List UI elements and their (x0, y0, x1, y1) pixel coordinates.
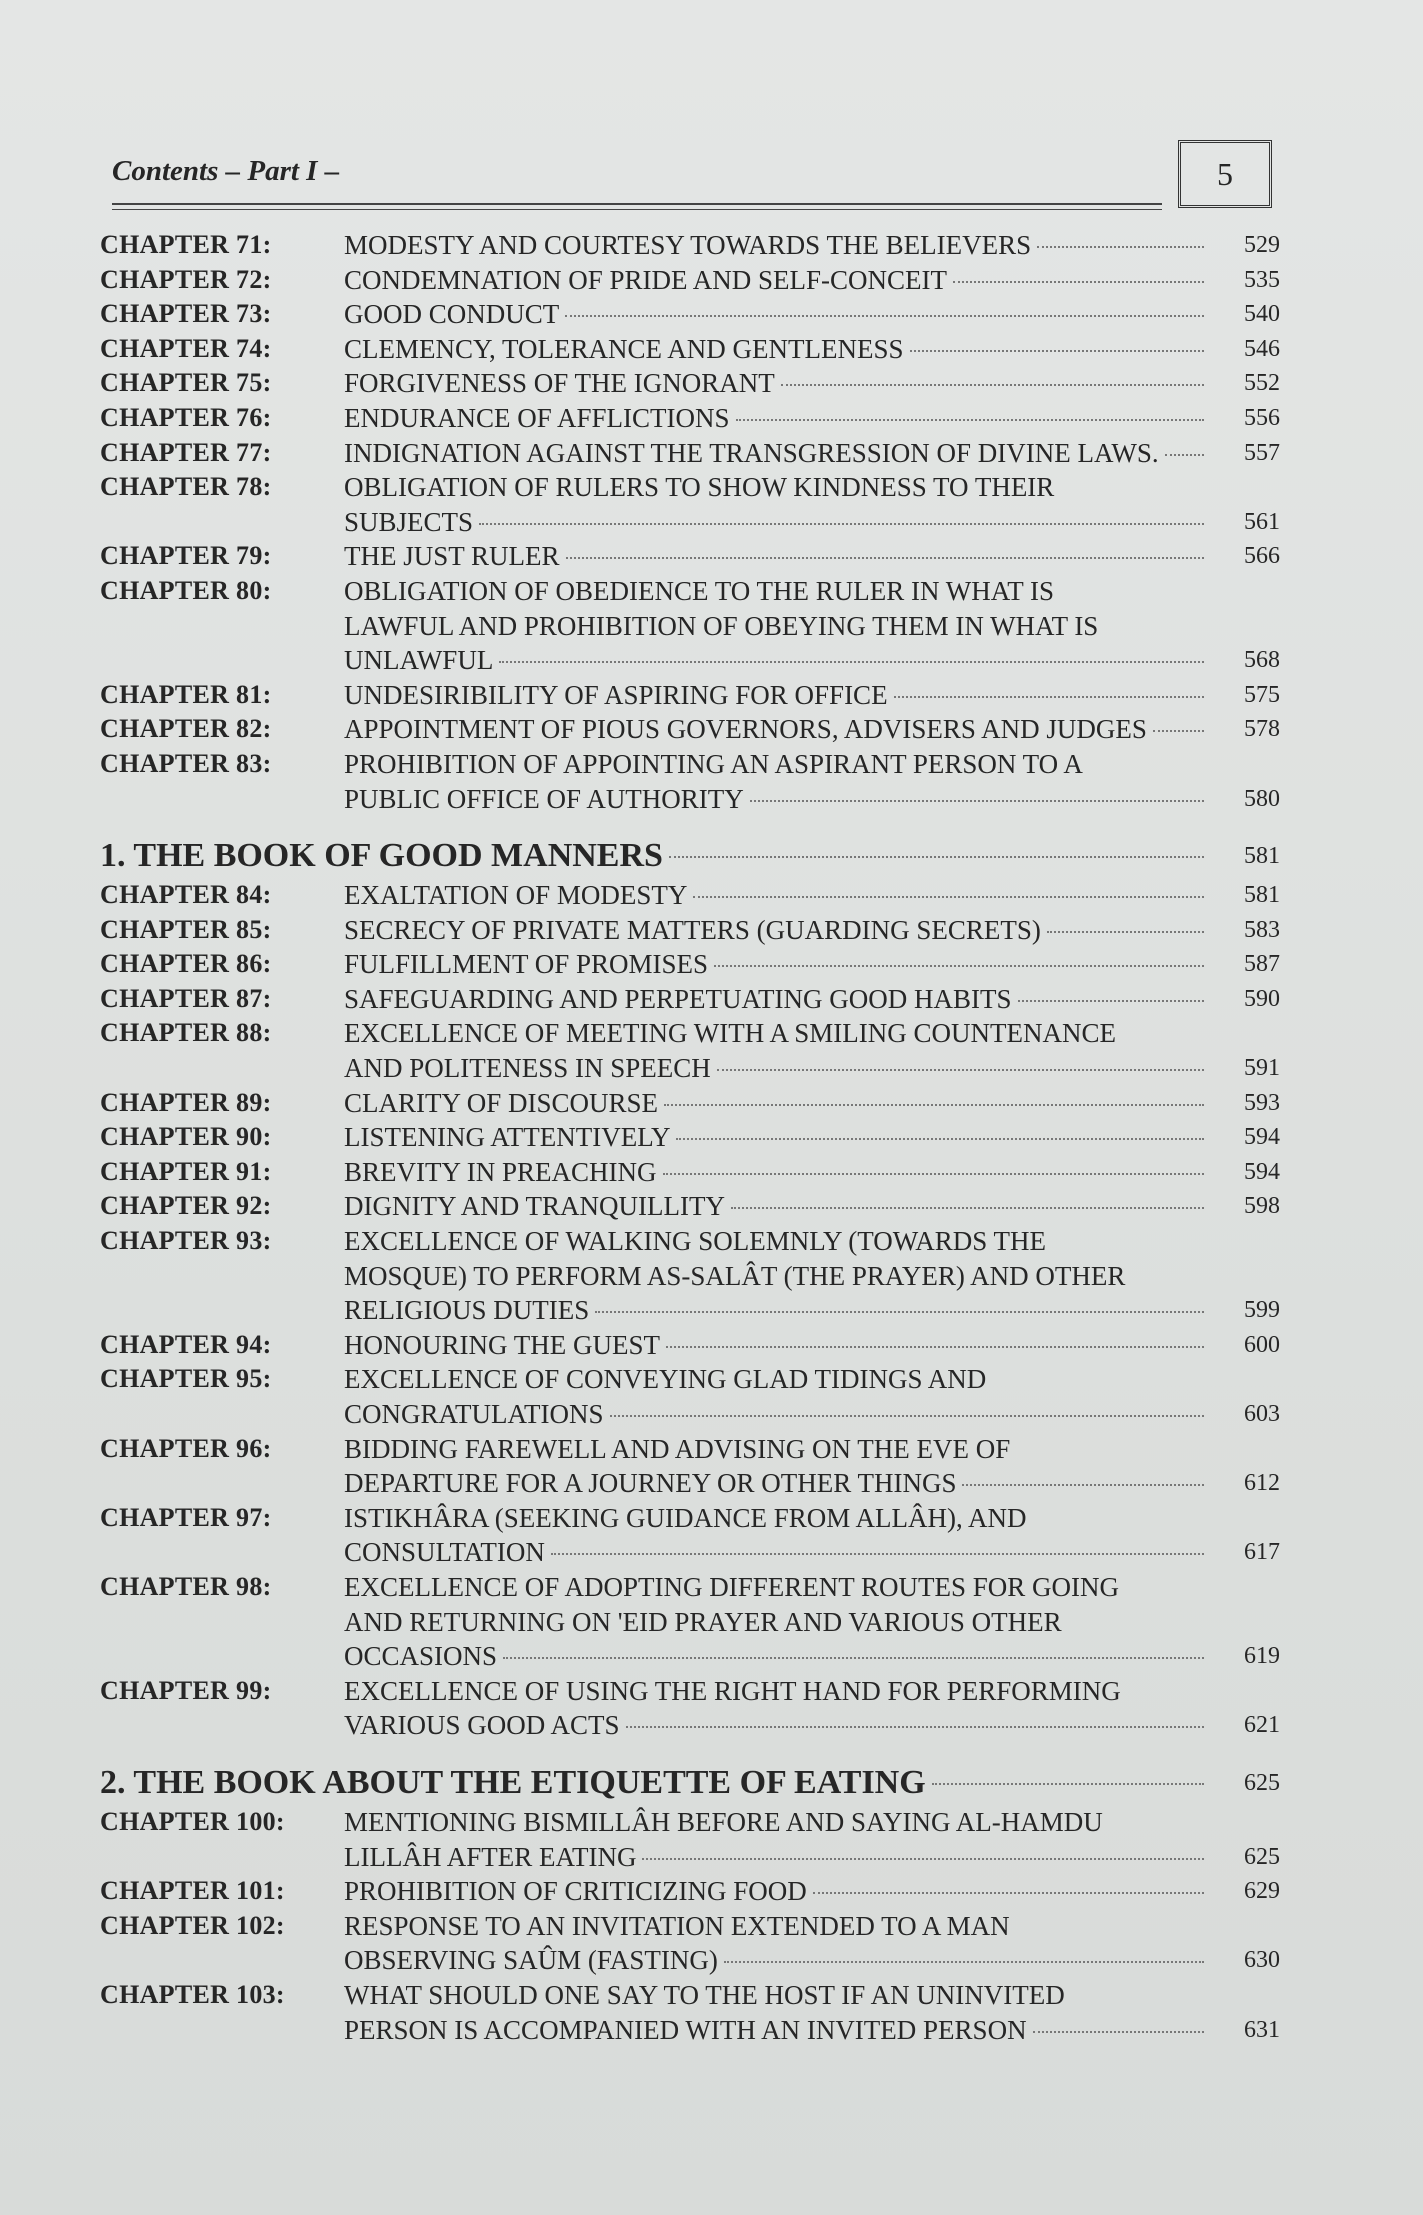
chapter-title-line: AND RETURNING ON 'EID PRAYER AND VARIOUS OTHER (344, 1606, 1062, 1637)
chapter-title-line: BIDDING FAREWELL AND ADVISING ON THE EVE OF (344, 1433, 1011, 1464)
toc-entry (100, 366, 1280, 401)
chapter-title (344, 947, 1210, 982)
dot-leader (813, 1892, 1204, 1894)
dot-leader (750, 800, 1204, 802)
chapter-label: CHAPTER 79: (100, 541, 272, 571)
toc-entry (100, 263, 1280, 298)
page-ref: 631 (1244, 2016, 1280, 2043)
page-ref: 587 (1244, 951, 1280, 978)
page-number: 5 (1178, 140, 1272, 208)
chapter-title (344, 1328, 1210, 1363)
chapter-label: CHAPTER 72: (100, 264, 272, 294)
chapter-label: CHAPTER 84: (100, 880, 272, 910)
chapter-label: CHAPTER 80: (100, 575, 272, 605)
chapter-title (344, 1909, 1210, 1978)
chapter-title-line: CONGRATULATIONS (344, 1399, 604, 1429)
toc-entry (100, 297, 1280, 332)
chapter-title (344, 1120, 1210, 1155)
chapter-label: CHAPTER 86: (100, 949, 272, 979)
toc-entry (100, 1120, 1280, 1155)
toc-entry (100, 1432, 1280, 1501)
page-ref: 535 (1244, 266, 1280, 293)
chapter-title (344, 1432, 1210, 1501)
header-title: Contents – Part I – (112, 155, 340, 187)
chapter-title-line: FORGIVENESS OF THE IGNORANT (344, 368, 775, 399)
page-ref: 594 (1244, 1158, 1280, 1185)
page-ref: 629 (1244, 1878, 1280, 1905)
chapter-title (344, 1805, 1210, 1874)
page-ref: 603 (1244, 1401, 1280, 1427)
chapter-title (344, 1978, 1210, 2047)
toc-entry (100, 332, 1280, 367)
page-ref: 612 (1244, 1470, 1280, 1497)
dot-leader (1153, 730, 1204, 732)
toc-entry (100, 1328, 1280, 1363)
chapter-title-line: MOSQUE) TO PERFORM AS-SALÂT (THE PRAYER) AND OTHER (344, 1260, 1126, 1291)
chapter-title-line: LAWFUL AND PROHIBITION OF OBEYING THEM IN WHAT IS (344, 610, 1099, 641)
page-ref: 568 (1244, 647, 1280, 674)
chapter-title-line: CLEMENCY, TOLERANCE AND GENTLENESS (344, 333, 904, 364)
header-rule (112, 203, 1162, 205)
chapter-label: CHAPTER 97: (100, 1502, 272, 1532)
chapter-label: CHAPTER 94: (100, 1329, 272, 1359)
toc-entry (100, 747, 1280, 816)
chapter-title-line: PROHIBITION OF CRITICIZING FOOD (344, 1876, 807, 1907)
chapter-label: CHAPTER 101: (100, 1876, 285, 1906)
chapter-title-line: OCCASIONS (344, 1641, 498, 1672)
page-ref: 556 (1244, 404, 1280, 431)
chapter-label: CHAPTER 92: (100, 1191, 272, 1221)
toc-entry (100, 1978, 1280, 2047)
page-ref: 529 (1244, 232, 1280, 258)
dot-leader (626, 1726, 1204, 1728)
page-ref: 581 (1244, 843, 1280, 870)
book-heading (100, 1761, 1280, 1805)
chapter-title-line: PUBLIC OFFICE OF AUTHORITY (344, 783, 744, 814)
chapter-label: CHAPTER 88: (100, 1018, 272, 1048)
chapter-title-line: EXCELLENCE OF ADOPTING DIFFERENT ROUTES FOR GOING (344, 1571, 1120, 1602)
book-title: 2. THE BOOK ABOUT THE ETIQUETTE OF EATING (100, 1763, 926, 1801)
chapter-title-line: EXCELLENCE OF USING THE RIGHT HAND FOR PERFORMING (344, 1675, 1121, 1706)
dot-leader (717, 1069, 1204, 1071)
chapter-label: CHAPTER 91: (100, 1156, 272, 1186)
dot-leader (1047, 931, 1204, 933)
chapter-title (344, 263, 1210, 298)
toc-entry (100, 470, 1280, 539)
chapter-title-line: BREVITY IN PREACHING (344, 1156, 657, 1187)
chapter-label: CHAPTER 77: (100, 437, 272, 467)
chapter-title-line: EXCELLENCE OF WALKING SOLEMNLY (TOWARDS THE (344, 1226, 1047, 1257)
chapter-title-line: SUBJECTS (344, 506, 474, 537)
dot-leader (551, 1553, 1204, 1555)
page-ref: 546 (1244, 335, 1280, 362)
dot-leader (910, 350, 1204, 352)
chapter-title-line: MODESTY AND COURTESY TOWARDS THE BELIEVERS (344, 230, 1032, 260)
chapter-title-line: EXCELLENCE OF MEETING WITH A SMILING COUNTENANCE (344, 1018, 1116, 1049)
chapter-title (344, 678, 1210, 713)
page-ref: 625 (1244, 1769, 1280, 1796)
page-ref: 594 (1244, 1124, 1280, 1151)
chapter-title (344, 436, 1210, 471)
chapter-title (344, 297, 1210, 332)
chapter-title-line: DEPARTURE FOR A JOURNEY OR OTHER THINGS (344, 1468, 957, 1499)
chapter-label: CHAPTER 82: (100, 714, 272, 744)
toc-entry (100, 1674, 1280, 1743)
toc-entry (100, 1224, 1280, 1328)
chapter-label: CHAPTER 95: (100, 1364, 272, 1394)
toc-entry (100, 947, 1280, 982)
dot-leader (565, 315, 1204, 317)
dot-leader (894, 696, 1204, 698)
chapter-title-line: ENDURANCE OF AFFLICTIONS (344, 402, 730, 433)
chapter-title (344, 982, 1210, 1017)
chapter-title (344, 1570, 1210, 1674)
toc-entry (100, 436, 1280, 471)
dot-leader (781, 384, 1204, 386)
dot-leader (693, 896, 1204, 898)
book-title: 1. THE BOOK OF GOOD MANNERS (100, 837, 663, 875)
chapter-title-line: WHAT SHOULD ONE SAY TO THE HOST IF AN UNINVITED (344, 1979, 1065, 2010)
chapter-title (344, 1501, 1210, 1570)
chapter-title-line: RESPONSE TO AN INVITATION EXTENDED TO A MAN (344, 1910, 1010, 1941)
chapter-label: CHAPTER 78: (100, 472, 272, 502)
chapter-label: CHAPTER 81: (100, 679, 272, 709)
toc-entry (100, 1501, 1280, 1570)
toc-entry (100, 1909, 1280, 1978)
page-ref: 580 (1244, 785, 1280, 812)
chapter-title (344, 470, 1210, 539)
toc-entry (100, 1362, 1280, 1431)
dot-leader (664, 1104, 1204, 1106)
chapter-title-line: HONOURING THE GUEST (344, 1329, 660, 1360)
page-ref: 578 (1244, 716, 1280, 743)
chapter-label: CHAPTER 98: (100, 1571, 272, 1601)
toc-entry (100, 1805, 1280, 1874)
chapter-label: CHAPTER 74: (100, 333, 272, 363)
chapter-title-line: LILLÂH AFTER EATING (344, 1841, 637, 1872)
chapter-label: CHAPTER 76: (100, 402, 272, 432)
dot-leader (1037, 246, 1204, 248)
dot-leader (669, 856, 1204, 858)
chapter-title-line: APPOINTMENT OF PIOUS GOVERNORS, ADVISERS AND JUDGES (344, 714, 1147, 745)
page-ref: 598 (1244, 1193, 1280, 1220)
chapter-title-line: THE JUST RULER (344, 541, 560, 572)
chapter-title-line: FULFILLMENT OF PROMISES (344, 949, 709, 980)
chapter-title-line: SAFEGUARDING AND PERPETUATING GOOD HABITS (344, 983, 1012, 1014)
page-ref: 619 (1244, 1643, 1280, 1670)
page-ref: 540 (1244, 301, 1280, 328)
toc-entry (100, 913, 1280, 948)
chapter-title-line: EXALTATION OF MODESTY (344, 880, 688, 911)
chapter-label: CHAPTER 85: (100, 914, 272, 944)
page-ref: 625 (1244, 1843, 1280, 1870)
chapter-title (344, 366, 1210, 401)
toc-entry (100, 1189, 1280, 1224)
chapter-title (344, 747, 1210, 816)
dot-leader (1165, 454, 1204, 456)
chapter-title-line: UNDESIRIBILITY OF ASPIRING FOR OFFICE (344, 679, 888, 710)
dot-leader (503, 1657, 1204, 1659)
chapter-title (344, 712, 1210, 747)
page-ref: 621 (1244, 1712, 1280, 1739)
chapter-title-line: EXCELLENCE OF CONVEYING GLAD TIDINGS AND (344, 1364, 987, 1395)
chapter-title (344, 1189, 1210, 1224)
dot-leader (1018, 1000, 1204, 1002)
chapter-title-line: LISTENING ATTENTIVELY (344, 1122, 671, 1153)
chapter-title (344, 1086, 1210, 1121)
page-ref: 561 (1244, 508, 1280, 535)
chapter-title-line: OBLIGATION OF OBEDIENCE TO THE RULER IN WHAT IS (344, 575, 1054, 606)
chapter-label: CHAPTER 75: (100, 368, 272, 398)
table-of-contents (100, 228, 1280, 2047)
toc-entry (100, 982, 1280, 1017)
dot-leader (1033, 2031, 1204, 2033)
chapter-title (344, 878, 1210, 913)
chapter-title-line: ISTIKHÂRA (SEEKING GUIDANCE FROM ALLÂH), AND (344, 1502, 1027, 1533)
page-ref: 566 (1244, 543, 1280, 570)
dot-leader (953, 281, 1204, 283)
chapter-title-line: MENTIONING BISMILLÂH BEFORE AND SAYING AL-HAMDU (344, 1806, 1103, 1837)
chapter-title-line: PERSON IS ACCOMPANIED WITH AN INVITED PERSON (344, 2014, 1027, 2045)
chapter-title (344, 1155, 1210, 1190)
toc-entry (100, 1570, 1280, 1674)
toc-entry (100, 1155, 1280, 1190)
chapter-title (344, 913, 1210, 948)
chapter-title (344, 1224, 1210, 1328)
toc-entry (100, 712, 1280, 747)
chapter-label: CHAPTER 100: (100, 1806, 285, 1836)
dot-leader (962, 1484, 1204, 1486)
header-rule (112, 209, 1162, 210)
dot-leader (499, 661, 1204, 663)
page-ref: 583 (1244, 916, 1280, 943)
dot-leader (676, 1138, 1204, 1140)
toc-entry (100, 401, 1280, 436)
dot-leader (610, 1415, 1204, 1417)
chapter-title (344, 1874, 1210, 1909)
chapter-title (344, 1362, 1210, 1431)
chapter-title (344, 228, 1210, 263)
chapter-label: CHAPTER 90: (100, 1122, 272, 1152)
chapter-label: CHAPTER 73: (100, 299, 272, 329)
chapter-title-line: INDIGNATION AGAINST THE TRANSGRESSION OF DIVINE LAWS. (344, 437, 1159, 468)
page-ref: 617 (1244, 1539, 1280, 1566)
dot-leader (731, 1207, 1204, 1209)
toc-entry (100, 539, 1280, 574)
chapter-label: CHAPTER 87: (100, 983, 272, 1013)
dot-leader (663, 1173, 1205, 1175)
dot-leader (736, 419, 1204, 421)
page-ref: 599 (1244, 1297, 1280, 1324)
toc-entry (100, 1874, 1280, 1909)
dot-leader (666, 1346, 1204, 1348)
chapter-title-line: AND POLITENESS IN SPEECH (344, 1053, 711, 1084)
toc-entry (100, 1016, 1280, 1085)
toc-entry (100, 228, 1280, 263)
chapter-label: CHAPTER 96: (100, 1433, 272, 1463)
chapter-title-line: PROHIBITION OF APPOINTING AN ASPIRANT PERSON TO A (344, 748, 1083, 779)
page-ref: 590 (1244, 985, 1280, 1012)
chapter-title-line: VARIOUS GOOD ACTS (344, 1710, 620, 1741)
chapter-title-line: OBLIGATION OF RULERS TO SHOW KINDNESS TO THEIR (344, 472, 1055, 503)
dot-leader (714, 965, 1204, 967)
chapter-title-line: GOOD CONDUCT (344, 299, 560, 330)
chapter-label: CHAPTER 71: (100, 230, 272, 259)
page-ref: 552 (1244, 370, 1280, 397)
chapter-title-line: OBSERVING SAÛM (FASTING) (344, 1945, 718, 1976)
toc-entry (100, 1086, 1280, 1121)
chapter-label: CHAPTER 83: (100, 748, 272, 778)
page-ref: 593 (1244, 1089, 1280, 1116)
page-ref: 557 (1244, 439, 1280, 466)
page-ref: 591 (1244, 1055, 1280, 1082)
chapter-title (344, 539, 1210, 574)
chapter-title-line: CLARITY OF DISCOURSE (344, 1087, 659, 1118)
chapter-title-line: CONSULTATION (344, 1537, 545, 1568)
toc-entry (100, 678, 1280, 713)
chapter-title-line: DIGNITY AND TRANQUILLITY (344, 1191, 725, 1222)
toc-entry (100, 878, 1280, 913)
book-heading (100, 834, 1280, 878)
chapter-title (344, 332, 1210, 367)
page-ref: 575 (1244, 681, 1280, 708)
toc-entry (100, 574, 1280, 678)
dot-leader (566, 557, 1204, 559)
chapter-title (344, 574, 1210, 678)
dot-leader (932, 1783, 1204, 1785)
page-ref: 581 (1244, 882, 1280, 909)
chapter-title-line: CONDEMNATION OF PRIDE AND SELF-CONCEIT (344, 264, 948, 295)
chapter-label: CHAPTER 93: (100, 1226, 272, 1256)
running-header (112, 140, 1280, 220)
page-ref: 600 (1244, 1331, 1280, 1358)
chapter-label: CHAPTER 89: (100, 1087, 272, 1117)
dot-leader (642, 1858, 1204, 1860)
chapter-title (344, 1674, 1210, 1743)
page-ref: 630 (1244, 1947, 1280, 1974)
chapter-title (344, 401, 1210, 436)
dot-leader (595, 1311, 1204, 1313)
chapter-label: CHAPTER 103: (100, 1979, 285, 2009)
chapter-title-line: UNLAWFUL (344, 645, 494, 676)
chapter-title (344, 1016, 1210, 1085)
chapter-label: CHAPTER 102: (100, 1910, 285, 1940)
chapter-title-line: RELIGIOUS DUTIES (344, 1295, 590, 1326)
dot-leader (479, 523, 1204, 525)
dot-leader (724, 1961, 1204, 1963)
chapter-label: CHAPTER 99: (100, 1675, 272, 1705)
chapter-title-line: SECRECY OF PRIVATE MATTERS (GUARDING SECRETS) (344, 914, 1041, 945)
